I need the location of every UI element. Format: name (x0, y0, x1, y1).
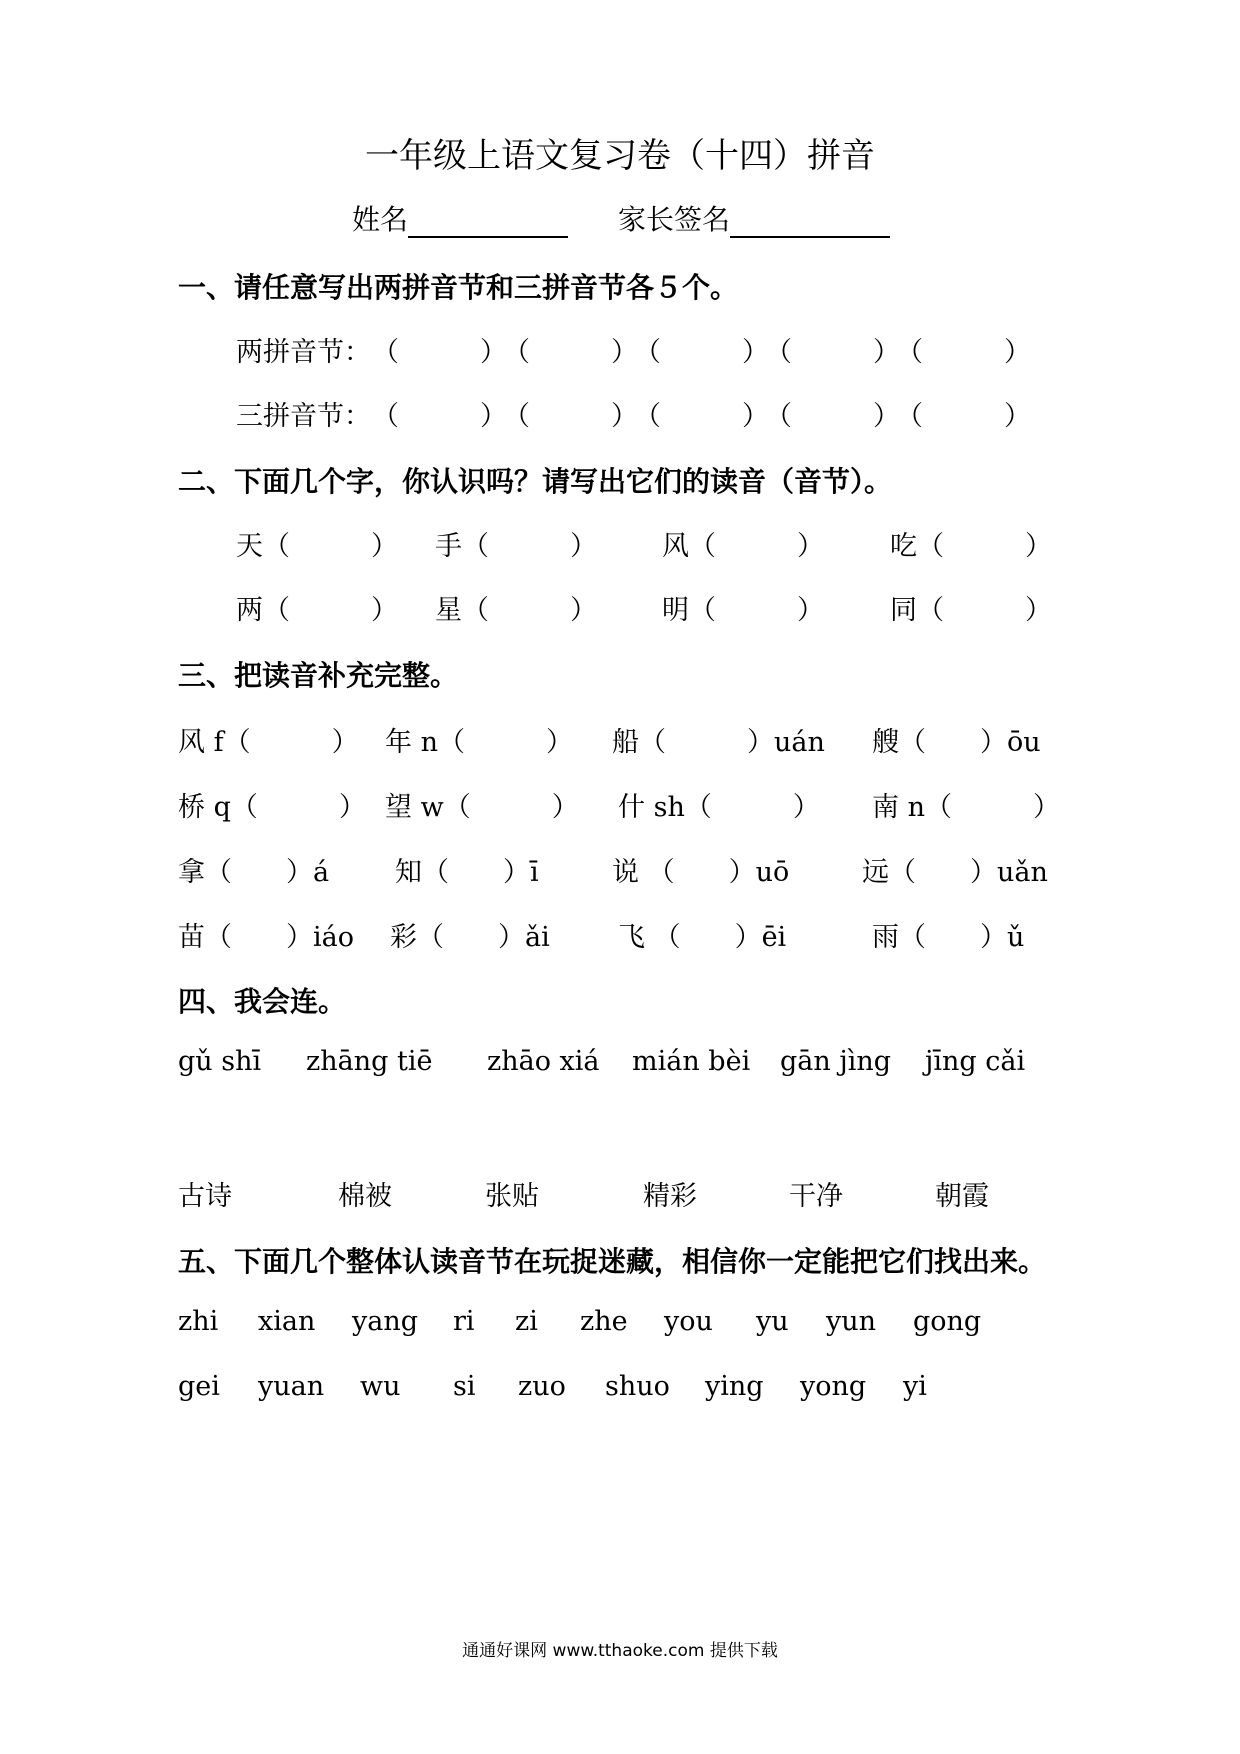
match-pinyin[interactable]: zhāng tiē (306, 1046, 433, 1077)
three-syllable-slot[interactable]: （ ） (765, 401, 900, 432)
footer-source: 通通好课网 www.tthaoke.com 提供下载 (462, 1641, 778, 1661)
char-reading-item[interactable]: 手（ ） (435, 531, 597, 562)
syllable-item[interactable]: ri (453, 1306, 475, 1337)
parent-sign-field (618, 198, 890, 238)
syllable-item[interactable]: yi (903, 1371, 927, 1402)
match-word[interactable]: 古诗 (178, 1181, 232, 1212)
char-reading-item[interactable]: 两（ ） (236, 595, 398, 626)
syllable-item[interactable]: zhe (580, 1306, 628, 1337)
complete-pinyin-item[interactable]: 船（ ）uán (612, 727, 825, 758)
syllable-item[interactable]: ying (705, 1371, 764, 1402)
char-reading-item[interactable]: 明（ ） (662, 595, 824, 626)
three-syllable-slot[interactable]: （ ） (896, 401, 1031, 432)
complete-pinyin-item[interactable]: 拿（ ）á (178, 857, 330, 888)
syllable-item[interactable]: si (453, 1371, 476, 1402)
two-syllable-label: 两拼音节： (236, 337, 371, 368)
parent-sign-label: 家长签名 (618, 203, 731, 236)
three-syllable-slot[interactable]: （ ） (634, 401, 769, 432)
syllable-item[interactable]: yang (352, 1306, 419, 1337)
section-5-heading: 五、下面几个整体认读音节在玩捉迷藏，相信你一定能把它们找出来。 (178, 1245, 1047, 1278)
complete-pinyin-item[interactable]: 彩（ ）ǎi (390, 922, 550, 953)
three-syllable-label: 三拼音节： (236, 401, 371, 432)
match-pinyin[interactable]: zhāo xiá (487, 1046, 600, 1077)
three-syllable-slot[interactable]: （ ） (503, 401, 638, 432)
syllable-item[interactable]: zuo (518, 1371, 566, 1402)
match-word[interactable]: 朝霞 (935, 1181, 989, 1212)
match-word[interactable]: 棉被 (338, 1181, 392, 1212)
match-pinyin[interactable]: mián bèi (632, 1046, 751, 1077)
syllable-item[interactable]: gei (178, 1371, 220, 1402)
char-reading-item[interactable]: 风（ ） (662, 531, 824, 562)
name-field (352, 198, 568, 238)
complete-pinyin-item[interactable]: 年 n（ ） (385, 727, 573, 758)
complete-pinyin-item[interactable]: 艘（ ）ōu (872, 727, 1041, 758)
complete-pinyin-item[interactable]: 飞 （ ）ēi (618, 922, 787, 953)
match-pinyin[interactable]: gǔ shī (178, 1046, 262, 1077)
two-syllable-slot[interactable]: （ ） (503, 337, 638, 368)
complete-pinyin-item[interactable]: 苗（ ）iáo (178, 922, 354, 953)
parent-sign-blank[interactable] (730, 200, 890, 238)
two-syllable-slot[interactable]: （ ） (634, 337, 769, 368)
complete-pinyin-item[interactable]: 说 （ ）uō (612, 857, 790, 888)
page-title: 一年级上语文复习卷（十四）拼音 (365, 136, 875, 176)
complete-pinyin-item[interactable]: 远（ ）uǎn (862, 857, 1048, 888)
char-reading-item[interactable]: 同（ ） (890, 595, 1052, 626)
syllable-item[interactable]: wu (360, 1371, 401, 1402)
match-pinyin[interactable]: gān jìng (780, 1046, 892, 1077)
syllable-item[interactable]: gong (913, 1306, 982, 1337)
two-syllable-slot[interactable]: （ ） (372, 337, 507, 368)
complete-pinyin-item[interactable]: 南 n（ ） (872, 792, 1060, 823)
section-1-heading: 一、请任意写出两拼音节和三拼音节各５个。 (178, 271, 739, 304)
two-syllable-slot[interactable]: （ ） (765, 337, 900, 368)
char-reading-item[interactable]: 吃（ ） (890, 531, 1052, 562)
match-word[interactable]: 干净 (789, 1181, 843, 1212)
syllable-item[interactable]: shuo (605, 1371, 670, 1402)
complete-pinyin-item[interactable]: 桥 q（ ） (178, 792, 366, 823)
name-label: 姓名 (352, 203, 409, 236)
two-syllable-slot[interactable]: （ ） (896, 337, 1031, 368)
syllable-item[interactable]: you (664, 1306, 713, 1337)
three-syllable-slot[interactable]: （ ） (372, 401, 507, 432)
syllable-item[interactable]: zi (515, 1306, 538, 1337)
section-2-heading: 二、下面几个字，你认识吗？请写出它们的读音（音节）。 (178, 465, 893, 498)
complete-pinyin-item[interactable]: 雨（ ）ǔ (872, 922, 1025, 953)
complete-pinyin-item[interactable]: 什 sh（ ） (618, 792, 820, 823)
syllable-item[interactable]: yun (826, 1306, 877, 1337)
name-blank[interactable] (408, 200, 568, 238)
char-reading-item[interactable]: 星（ ） (435, 595, 597, 626)
syllable-item[interactable]: zhi (178, 1306, 219, 1337)
complete-pinyin-item[interactable]: 望 w（ ） (385, 792, 579, 823)
section-4-heading: 四、我会连。 (178, 985, 347, 1018)
syllable-item[interactable]: yuan (258, 1371, 325, 1402)
match-pinyin[interactable]: jīng cǎi (925, 1046, 1026, 1077)
complete-pinyin-item[interactable]: 知（ ）ī (395, 857, 539, 888)
syllable-item[interactable]: yu (756, 1306, 789, 1337)
complete-pinyin-item[interactable]: 风 f（ ） (178, 727, 359, 758)
match-word[interactable]: 张贴 (485, 1181, 539, 1212)
section-3-heading: 三、把读音补充完整。 (178, 659, 459, 692)
char-reading-item[interactable]: 天（ ） (236, 531, 398, 562)
syllable-item[interactable]: xian (258, 1306, 316, 1337)
match-word[interactable]: 精彩 (643, 1181, 697, 1212)
syllable-item[interactable]: yong (800, 1371, 867, 1402)
